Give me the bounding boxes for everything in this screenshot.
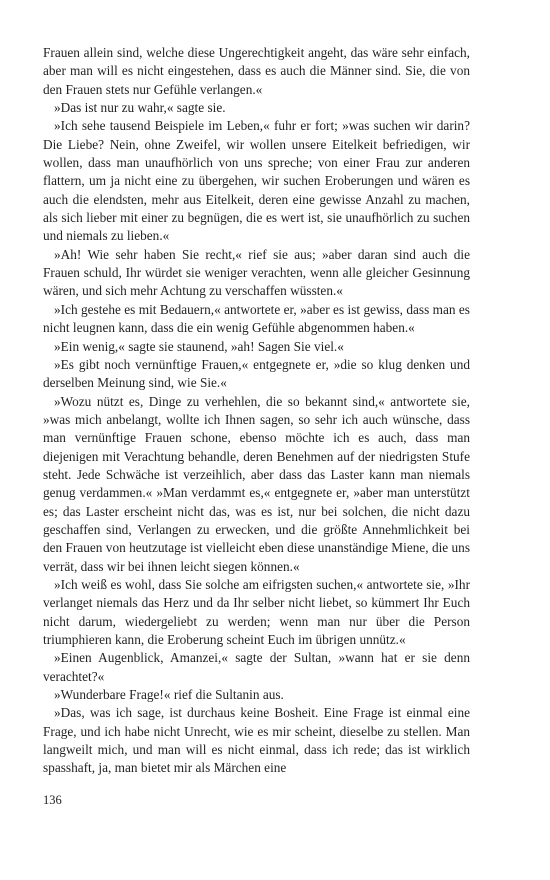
paragraph: Frauen allein sind, welche diese Ungerechtigkeit angeht, das wäre sehr einfach, aber man will es nicht eingestehen, dass es auch die Männer sind. Sie, die von den Frauen stets nur Gefühle verlangen.« — [43, 45, 470, 97]
page-number: 136 — [43, 793, 62, 807]
paragraph: »Wunderbare Frage!« rief die Sultanin aus. — [54, 687, 284, 703]
paragraph: »Ich weiß es wohl, dass Sie solche am eifrigsten suchen,« antwortete sie, »Ihr verlanget niemals das Herz und da Ihr selber nicht liebet, so kümmert Ihr Euch nicht darum, wiedergeliebt zu werden; wenn man nur über die Person triumphieren kann, die Eroberung scheint Euch im übrigen unnütz.« — [43, 576, 470, 647]
paragraph: »Ein wenig,« sagte sie staunend, »ah! Sagen Sie viel.« — [54, 338, 344, 354]
body-text — [43, 44, 470, 778]
paragraph: »Einen Augenblick, Amanzei,« sagte der Sultan, »wann hat er sie denn verachtet?« — [43, 650, 470, 684]
paragraph: »Ich sehe tausend Beispiele im Leben,« fuhr er fort; »was suchen wir darin? Die Liebe? Nein, ohne Zweifel, wir wollen unsere Eitelkeit befriedigen, wir wollen, dass man unaufhörlich von uns spreche; von einer Frau zur anderen flattern, um ja nicht eine zu übergehen, wir suchen Eroberungen und wären es auch die elendsten, mehr aus Eitelkeit, deren eine gewisse Anzahl zu machen, als sich lieber mit einer zu begnügen, die es wert ist, sie unaufhörlich zu suchen und niemals zu lieben.« — [43, 118, 470, 244]
paragraph: »Ah! Wie sehr haben Sie recht,« rief sie aus; »aber daran sind auch die Frauen schuld, Ihr würdet sie weniger verachten, wenn alle gleicher Gesinnung wären, und sich mehr Achtung zu verschaffen wüssten.« — [43, 246, 470, 299]
paragraph: »Wozu nützt es, Dinge zu verhehlen, die so bekannt sind,« antwortete sie, »was mich anbelangt, wollte ich Ihnen sagen, so sehr ich auch wünsche, dass man vernünftige Frauen schone, ebenso möchte ich es auch, dass man diejenigen mit Verachtung behandle, deren Benehmen auf der niedrigsten Stufe steht. Jede Schwäche ist verzeihlich, aber dass das Laster kann man niemals genug verdammen.« »Man verdammt es,« entgegnete er, »aber man unterstützt es; das Laster erscheint nicht das, was es ist, nur bei solchen, die nicht dazu geschaffen sind, Verlangen zu erwecken, und die größte Annehmlichkeit bei den Frauen von heutzutage ist vielleicht eben diese unanständige Miene, die uns verrät, dass wir bei ihnen leicht siegen können.« — [43, 393, 470, 574]
paragraph: »Ich gestehe es mit Bedauern,« antwortete er, »aber es ist gewiss, dass man es nicht leugnen kann, dass die ein wenig Gefühle abgenommen haben.« — [43, 301, 470, 336]
paragraph: »Das ist nur zu wahr,« sagte sie. — [54, 100, 226, 116]
paragraph: »Es gibt noch vernünftige Frauen,« entgegnete er, »die so klug denken und derselben Meinung sind, wie Sie.« — [43, 356, 470, 391]
paragraph: »Das, was ich sage, ist durchaus keine Bosheit. Eine Frage ist einmal eine Frage, und ich habe nicht Unrecht, wie es mir scheint, dieselbe zu stellen. Man langweilt mich, und man will es nicht einmal, dass ich rede; das ist wirklich spasshaft, ja, man bietet mir als Märchen eine — [43, 705, 470, 776]
book-page — [43, 44, 470, 778]
